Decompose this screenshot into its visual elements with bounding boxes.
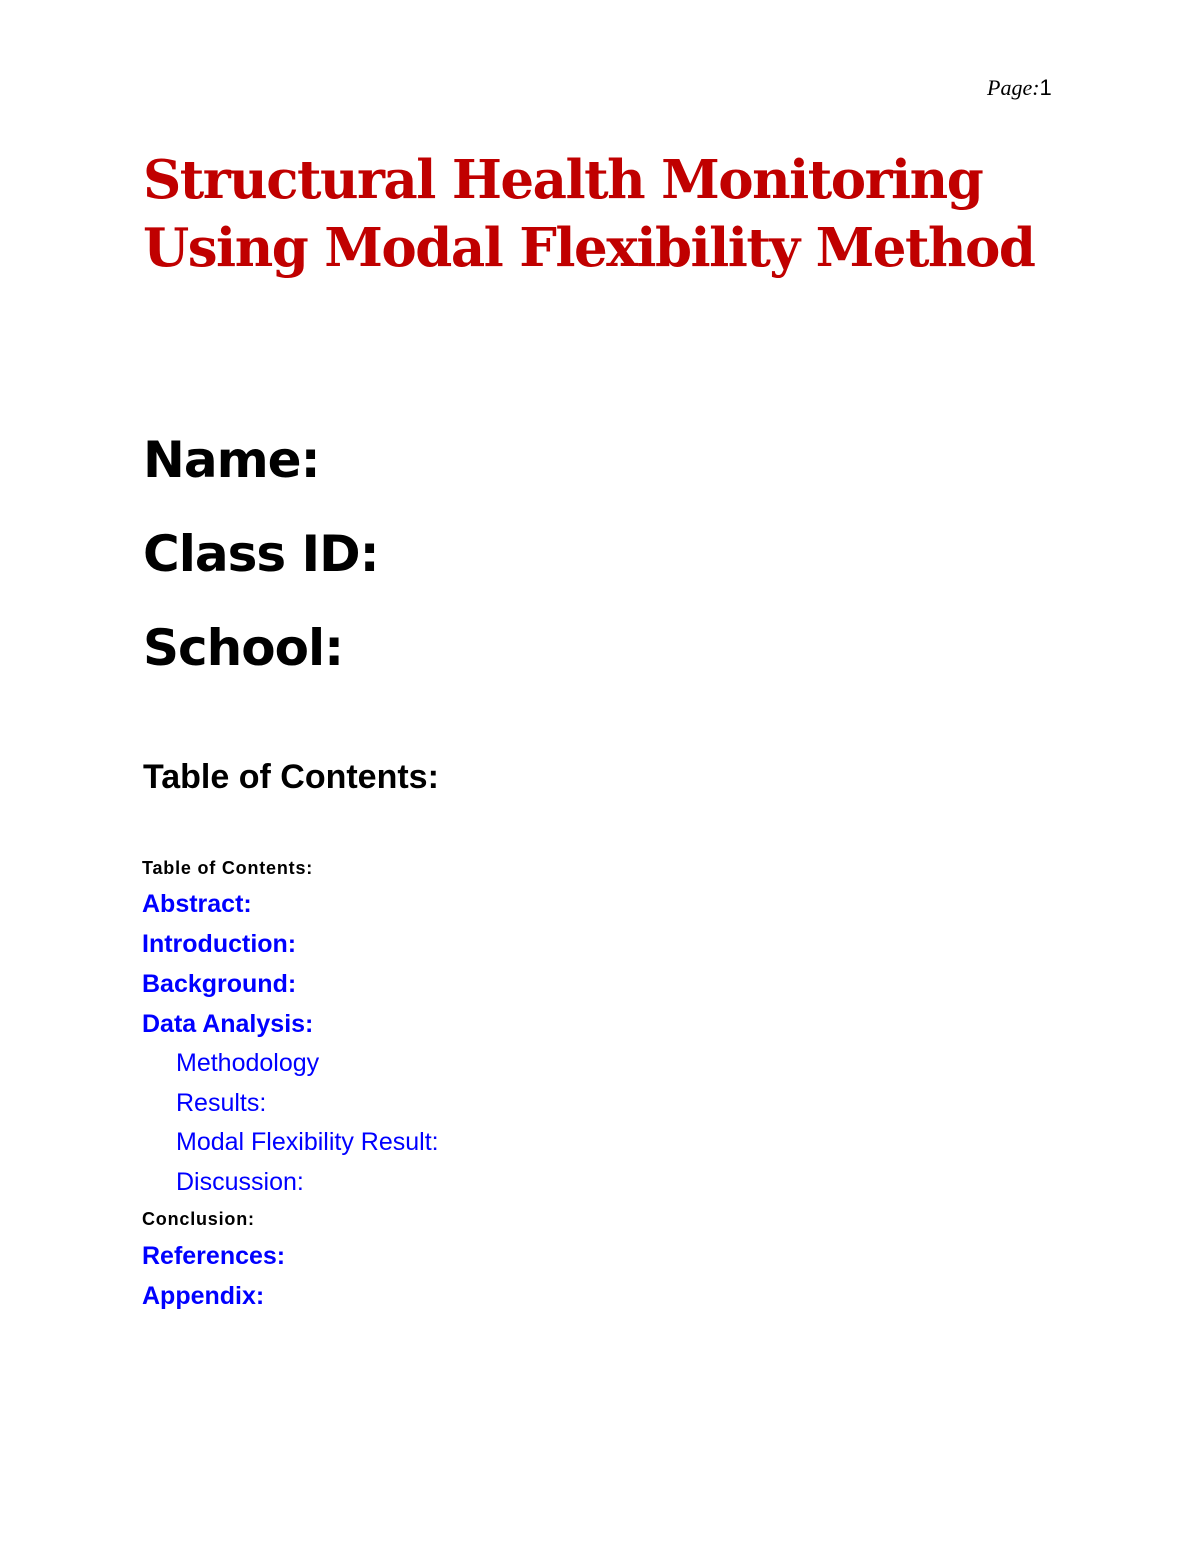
document-title-line-1: Structural Health Monitoring bbox=[143, 149, 983, 211]
toc-link-references[interactable]: References: bbox=[142, 1242, 286, 1270]
page-number-label: Page: bbox=[987, 75, 1040, 100]
document-title-line-2: Using Modal Flexibility Method bbox=[143, 217, 1035, 279]
toc-link-results[interactable]: Results: bbox=[176, 1088, 267, 1117]
page-number-value: 1 bbox=[1039, 75, 1052, 100]
toc-caption: Table of Contents: bbox=[142, 858, 314, 878]
toc-heading: Table of Contents: bbox=[143, 758, 439, 796]
student-info-fields bbox=[143, 413, 379, 695]
toc-link-introduction[interactable]: Introduction: bbox=[142, 930, 297, 958]
toc-link-data-analysis[interactable]: Data Analysis: bbox=[142, 1010, 314, 1038]
name-field-label: Name: bbox=[143, 431, 320, 489]
toc-link-methodology[interactable]: Methodology bbox=[176, 1049, 320, 1077]
class-id-field-label: Class ID: bbox=[143, 525, 379, 583]
table-of-contents bbox=[142, 852, 439, 1316]
toc-link-modal-flexibility-result[interactable]: Modal Flexibility Result: bbox=[176, 1128, 439, 1156]
page-number bbox=[987, 72, 1052, 104]
toc-entry-conclusion: Conclusion: bbox=[142, 1209, 255, 1229]
school-field-label: School: bbox=[143, 619, 344, 677]
toc-link-discussion[interactable]: Discussion: bbox=[176, 1167, 304, 1196]
toc-link-abstract[interactable]: Abstract: bbox=[142, 890, 252, 918]
toc-link-background[interactable]: Background: bbox=[142, 970, 297, 998]
toc-link-appendix[interactable]: Appendix: bbox=[142, 1282, 265, 1310]
document-title bbox=[143, 146, 1034, 282]
